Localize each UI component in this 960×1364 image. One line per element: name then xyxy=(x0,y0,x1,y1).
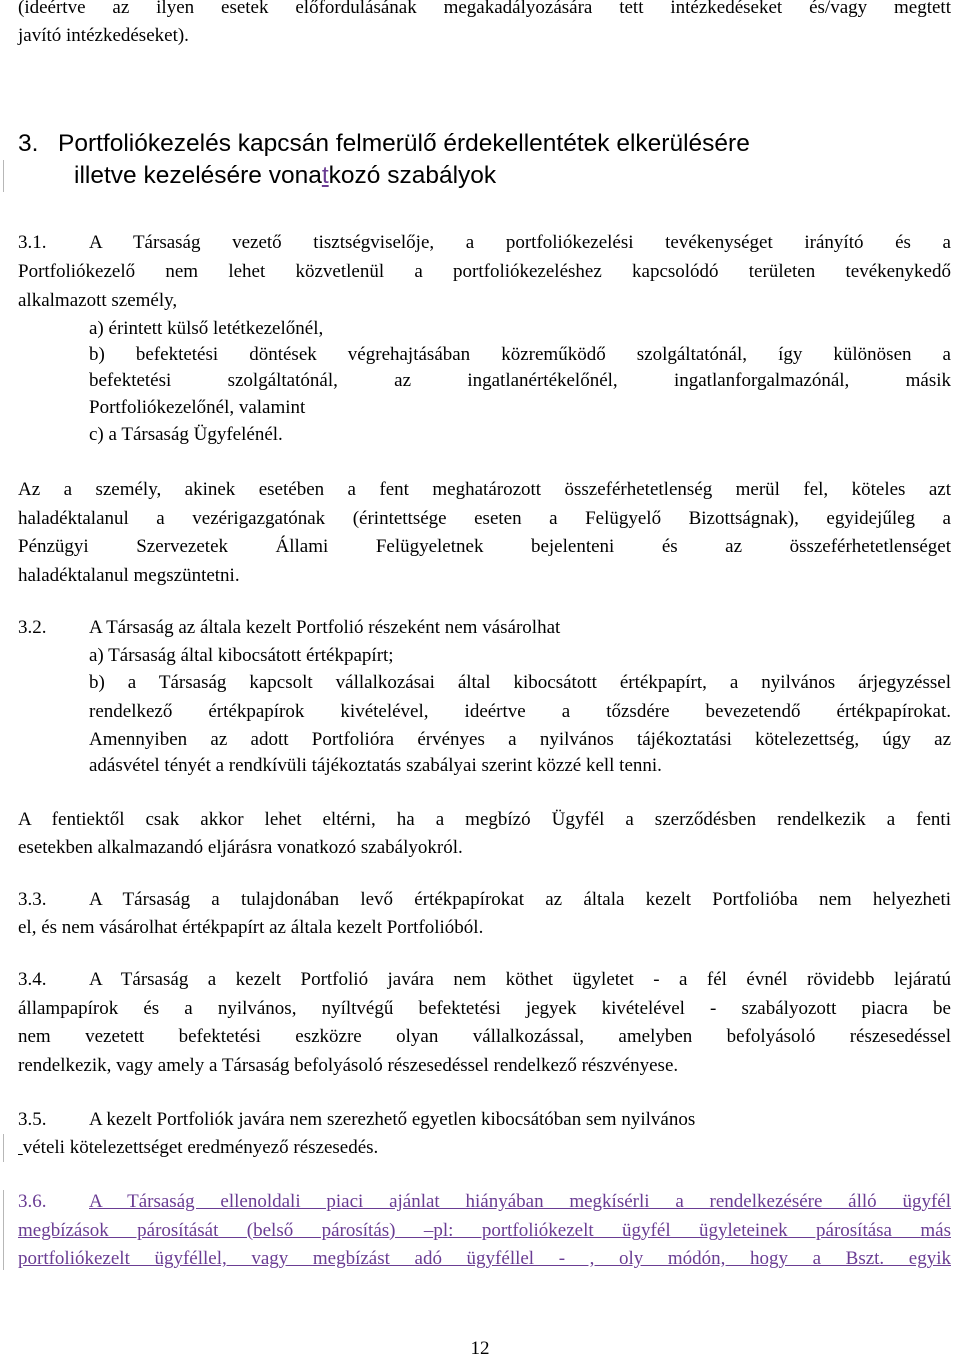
list-item-b-cont xyxy=(18,367,951,396)
s32-item-b xyxy=(18,669,951,755)
list-item: a) Társaság által kibocsátott értékpapírt; xyxy=(89,645,394,666)
section-number: 3.2. xyxy=(18,617,47,638)
list-item-cont: adásvétel tényét a rendkívüli tájékoztatás szabályai szerint közzé kell tenni. xyxy=(89,755,662,776)
section-number: 3.3. xyxy=(18,889,47,910)
section-line: A Társaság a tulajdonában levő értékpapírokat az általa kezelt Portfolióba nem helyezheti xyxy=(89,889,951,910)
section-line: el, és nem vásárolhat értékpapírt az általa kezelt Portfolióból. xyxy=(18,917,484,938)
section-line: alkalmazott személy, xyxy=(18,290,178,311)
list-item-a xyxy=(18,315,951,344)
intro-line: (ideértve az ilyen esetek előfordulásának megakadályozására tett intézkedéseket és/vagy megtett xyxy=(18,0,951,18)
section-line: állampapírok és a nyilvános, nyíltvégű befektetési jegyek kivételével - szabályozott piacra be xyxy=(18,997,951,1019)
revision-bar xyxy=(3,1190,4,1270)
section-3-1 xyxy=(18,229,951,258)
list-item: b) a Társaság kapcsolt vállalkozásai által kibocsátott értékpapírt, a nyilvános árjegyzéssel xyxy=(89,672,951,693)
section-3-5 xyxy=(18,1106,951,1135)
list-item: b) befektetési döntések végrehajtásában közreműködő szolgáltatónál, így különösen a xyxy=(89,344,951,365)
section-3-5-end xyxy=(18,1134,951,1163)
conflict-paragraph-end xyxy=(18,562,951,591)
section-heading-cont xyxy=(18,160,958,191)
section-line: vételi kötelezettséget eredményező részesedés. xyxy=(22,1137,379,1158)
section-3-3 xyxy=(18,886,951,915)
section-line: nem vezetett befektetési eszközre olyan vállalkozással, amelyben befolyásoló részesedéssel xyxy=(18,1026,951,1048)
heading-number: 3. xyxy=(18,130,39,157)
section-heading xyxy=(18,128,958,159)
section-number: 3.5. xyxy=(18,1109,47,1130)
section-line: A Társaság ellenoldali piaci ajánlat hiányában megkísérli a rendelkezésére álló ügyfél xyxy=(89,1191,951,1212)
paragraph-line: A fentiektől csak akkor lehet eltérni, ha a megbízó Ügyfél a szerződésben rendelkezik a fenti xyxy=(18,809,951,830)
section-3-3-end xyxy=(18,914,951,943)
section-3-6 xyxy=(18,1188,951,1274)
s32-item-b-end xyxy=(18,752,951,781)
section-line: Portfoliókezelő nem lehet közvetlenül a portfoliókezeléshez kapcsolódó területen tevékenykedő xyxy=(18,261,951,282)
paragraph-line: Az a személy, akinek esetében a fent meghatározott összeférhetetlenség merül fel, köteles azt xyxy=(18,479,951,500)
s32-item-a xyxy=(18,642,951,671)
intro-paragraph xyxy=(18,0,951,23)
intro-line: javító intézkedéseket). xyxy=(18,25,189,46)
section-number: 3.4. xyxy=(18,969,47,990)
section-line: rendelkezik, vagy amely a Társaság befolyásoló részesedéssel rendelkező részvényese. xyxy=(18,1055,679,1076)
deviation-paragraph xyxy=(18,806,951,835)
section-3-1-line2 xyxy=(18,258,951,287)
section-line: A Társaság az általa kezelt Portfolió részeként nem vásárolhat xyxy=(89,617,561,638)
list-item: c) a Társaság Ügyfelénél. xyxy=(89,424,283,445)
section-line: A Társaság a kezelt Portfolió javára nem köthet ügyletet - a fél évnél rövidebb lejáratú xyxy=(89,969,951,990)
section-line: megbízások párosítását (belső párosítás) –pl: portfoliókezelt ügyfél ügyleteinek párosítása más xyxy=(18,1219,951,1241)
list-item: a) érintett külső letétkezelőnél, xyxy=(89,318,324,339)
section-line: A Társaság vezető tisztségviselője, a portfoliókezelési tevékenységet irányító és a xyxy=(89,232,951,253)
paragraph-line: haladéktalanul a vezérigazgatónak (érintettsége eseten a Felügyelő Bizottságnak), egyidejűleg a xyxy=(18,507,951,529)
conflict-paragraph xyxy=(18,476,951,562)
paragraph-line: esetekben alkalmazandó eljárásra vonatkozó szabályokról. xyxy=(18,837,463,858)
section-line: portfoliókezelt ügyféllel, vagy megbízást adó ügyféllel - , oly módón, hogy a Bszt. egyik xyxy=(18,1248,951,1270)
list-item-cont: Portfoliókezelőnél, valamint xyxy=(89,397,306,418)
deviation-paragraph-end xyxy=(18,834,951,863)
section-3-4 xyxy=(18,966,951,1052)
section-number: 3.6. xyxy=(18,1191,47,1212)
heading-revision-mark: t xyxy=(321,162,329,189)
heading-line1: Portfoliókezelés kapcsán felmerülő érdekellentétek elkerülésére xyxy=(58,130,750,157)
list-item-cont: befektetési szolgáltatónál, az ingatlanértékelőnél, ingatlanforgalmazónál, másik xyxy=(89,370,951,391)
list-item-cont: Amennyiben az adott Portfolióra érvényes a nyilvános tájékoztatási kötelezettség, úgy az xyxy=(89,729,951,751)
list-item-c xyxy=(18,421,951,450)
paragraph-line: Pénzügyi Szervezetek Állami Felügyeletnek bejelenteni és az összeférhetetlenséget xyxy=(18,536,951,558)
heading-line2-end: kozó szabályok xyxy=(328,162,497,189)
list-item-b xyxy=(18,341,951,370)
revision-bar xyxy=(3,1134,4,1162)
paragraph-line: haladéktalanul megszüntetni. xyxy=(18,565,240,586)
revision-bar xyxy=(3,160,4,192)
section-3-4-end xyxy=(18,1052,951,1081)
section-line: A kezelt Portfoliók javára nem szerezhető egyetlen kibocsátóban sem nyilvános xyxy=(89,1109,696,1130)
section-3-2 xyxy=(18,614,951,643)
heading-line2: illetve kezelésére vona xyxy=(74,162,322,189)
list-item-b-cont2 xyxy=(18,394,951,423)
section-3-1-line3 xyxy=(18,287,951,316)
page-number: 12 xyxy=(470,1338,490,1359)
list-item-cont: rendelkező értékpapírok kivételével, ideértve a tőzsdére bevezetendő értékpapírokat. xyxy=(89,700,951,722)
section-number: 3.1. xyxy=(18,232,47,253)
intro-paragraph-end xyxy=(18,22,951,51)
